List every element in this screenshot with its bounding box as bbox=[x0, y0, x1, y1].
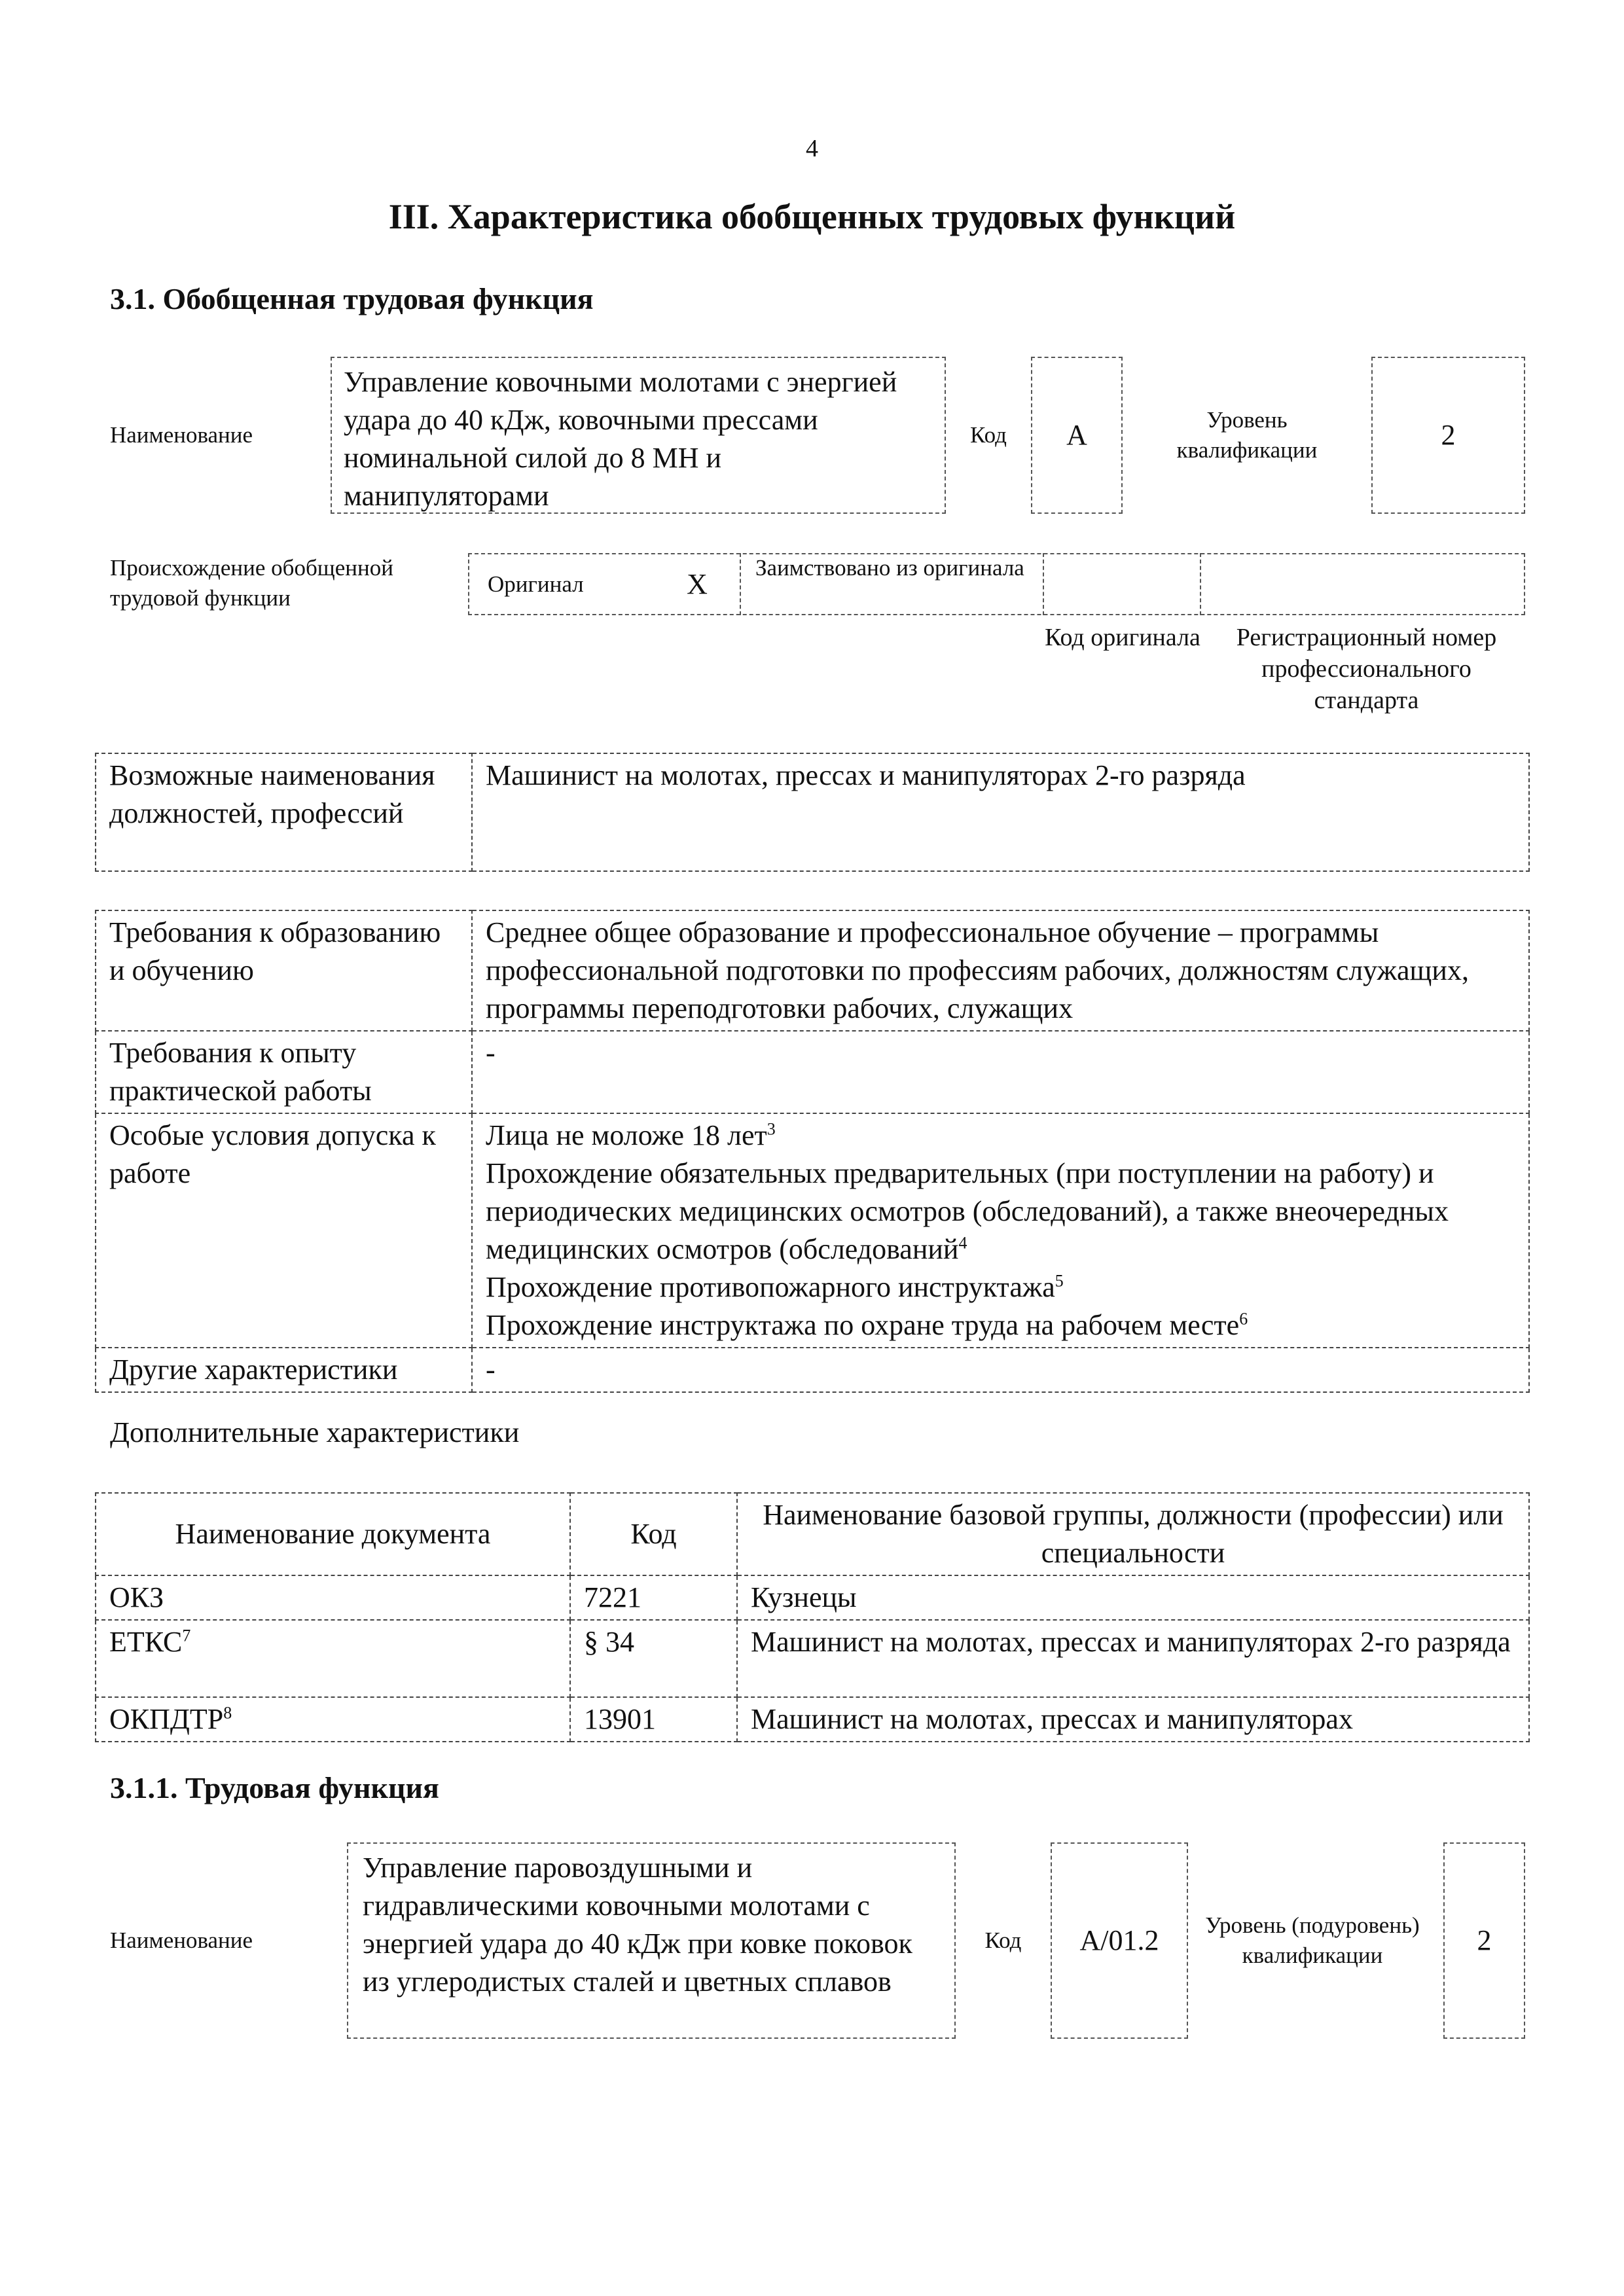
tf-code-label: Код bbox=[984, 1928, 1022, 1953]
header-document: Наименование документа bbox=[96, 1493, 570, 1575]
experience-label: Требования к опыту практической работы bbox=[96, 1031, 472, 1113]
row-code: § 34 bbox=[570, 1620, 737, 1697]
tf-name-value: Управление паровоздушными и гидравлическими ковочными молотами с энергией удара до 40 кДж при ковке поковок из углеродистых сталей и цветных сплавов bbox=[363, 1852, 912, 1998]
other-value: - bbox=[472, 1348, 1529, 1392]
row-name: Кузнецы bbox=[737, 1575, 1529, 1620]
positions-value: Машинист на молотах, прессах и манипуляторах 2-го разряда bbox=[472, 753, 1529, 871]
gtf-original-label: Оригинал bbox=[488, 571, 584, 597]
row-name: Машинист на молотах, прессах и манипуляторах bbox=[737, 1697, 1529, 1742]
table-row bbox=[96, 910, 1529, 1031]
gtf-code-value: А bbox=[1031, 357, 1123, 514]
gtf-name-value: Управление ковочными молотами с энергией удара до 40 кДж, ковочными прессами номинальной силой до 8 МН и манипуляторами bbox=[344, 366, 897, 512]
table-row bbox=[96, 1697, 1529, 1742]
section-title: III. Характеристика обобщенных трудовых функций bbox=[388, 197, 1236, 236]
table-row bbox=[96, 1113, 1529, 1348]
other-label: Другие характеристики bbox=[96, 1348, 472, 1392]
tf-name-label: Наименование bbox=[110, 1928, 253, 1953]
gtf-code-label: Код bbox=[970, 422, 1007, 448]
gtf-reg-number-caption: Регистрационный номер профессионального стандарта bbox=[1236, 624, 1497, 714]
experience-value: - bbox=[472, 1031, 1529, 1113]
tf-level-value: 2 bbox=[1443, 1842, 1525, 2039]
table-row bbox=[96, 1348, 1529, 1392]
special-conditions-value bbox=[472, 1113, 1529, 1348]
row-code: 7221 bbox=[570, 1575, 737, 1620]
row-doc: ЕТКС$^7$ bbox=[96, 1620, 570, 1697]
condition-line: Прохождение противопожарного инструктажа$^5$ bbox=[486, 1271, 1064, 1303]
positions-table bbox=[95, 753, 1530, 872]
gtf-borrowed-label: Заимствовано из оригинала bbox=[755, 555, 1024, 581]
gtf-borrowed-cell bbox=[740, 553, 1044, 615]
additional-table bbox=[95, 1492, 1530, 1742]
tf-heading: 3.1.1. Трудовая функция bbox=[110, 1771, 439, 1804]
condition-line: Лица не моложе 18 лет$^3$ bbox=[486, 1119, 776, 1151]
tf-level-label: Уровень (подуровень) квалификации bbox=[1205, 1912, 1420, 1968]
row-name: Машинист на молотах, прессах и манипуляторах 2-го разряда bbox=[737, 1620, 1529, 1697]
table-header-row bbox=[96, 1493, 1529, 1575]
requirements-table bbox=[95, 910, 1530, 1393]
gtf-name-label: Наименование bbox=[110, 422, 253, 448]
education-label: Требования к образованию и обучению bbox=[96, 910, 472, 1031]
table-row bbox=[96, 1620, 1529, 1697]
tf-code-value: А/01.2 bbox=[1051, 1842, 1188, 2039]
gtf-level-value: 2 bbox=[1371, 357, 1525, 514]
row-code: 13901 bbox=[570, 1697, 737, 1742]
additional-heading: Дополнительные характеристики bbox=[110, 1416, 520, 1448]
table-row bbox=[96, 1031, 1529, 1113]
gtf-level-label: Уровень квалификации bbox=[1176, 407, 1318, 463]
gtf-heading: 3.1. Обобщенная трудовая функция bbox=[110, 282, 594, 315]
positions-label: Возможные наименования должностей, профессий bbox=[96, 753, 472, 871]
gtf-name-box bbox=[331, 357, 946, 514]
row-doc: ОКЗ bbox=[96, 1575, 570, 1620]
header-name: Наименование базовой группы, должности (профессии) или специальности bbox=[737, 1493, 1529, 1575]
condition-line: Прохождение обязательных предварительных (при поступлении на работу) и периодических медицинских осмотров (обследований), а также внеочередных медицинских осмотров (обследований$^4$ bbox=[486, 1157, 1449, 1265]
page-number: 4 bbox=[806, 135, 818, 162]
gtf-origin-label: Происхождение обобщенной трудовой функции bbox=[110, 555, 393, 611]
table-row bbox=[96, 1575, 1529, 1620]
condition-line: Прохождение инструктажа по охране труда на рабочем месте$^6$ bbox=[486, 1309, 1248, 1341]
gtf-orig-code-cell bbox=[1044, 553, 1201, 615]
tf-name-box bbox=[347, 1842, 956, 2039]
header-code: Код bbox=[570, 1493, 737, 1575]
special-conditions-label: Особые условия допуска к работе bbox=[96, 1113, 472, 1348]
gtf-original-mark: Х bbox=[687, 567, 708, 600]
education-value: Среднее общее образование и профессиональное обучение – программы профессиональной подготовки по профессиям рабочих, должностям служащих, программы переподготовки рабочих, служащих bbox=[472, 910, 1529, 1031]
gtf-orig-code-caption: Код оригинала bbox=[1045, 624, 1200, 651]
row-doc: ОКПДТР$^8$ bbox=[96, 1697, 570, 1742]
